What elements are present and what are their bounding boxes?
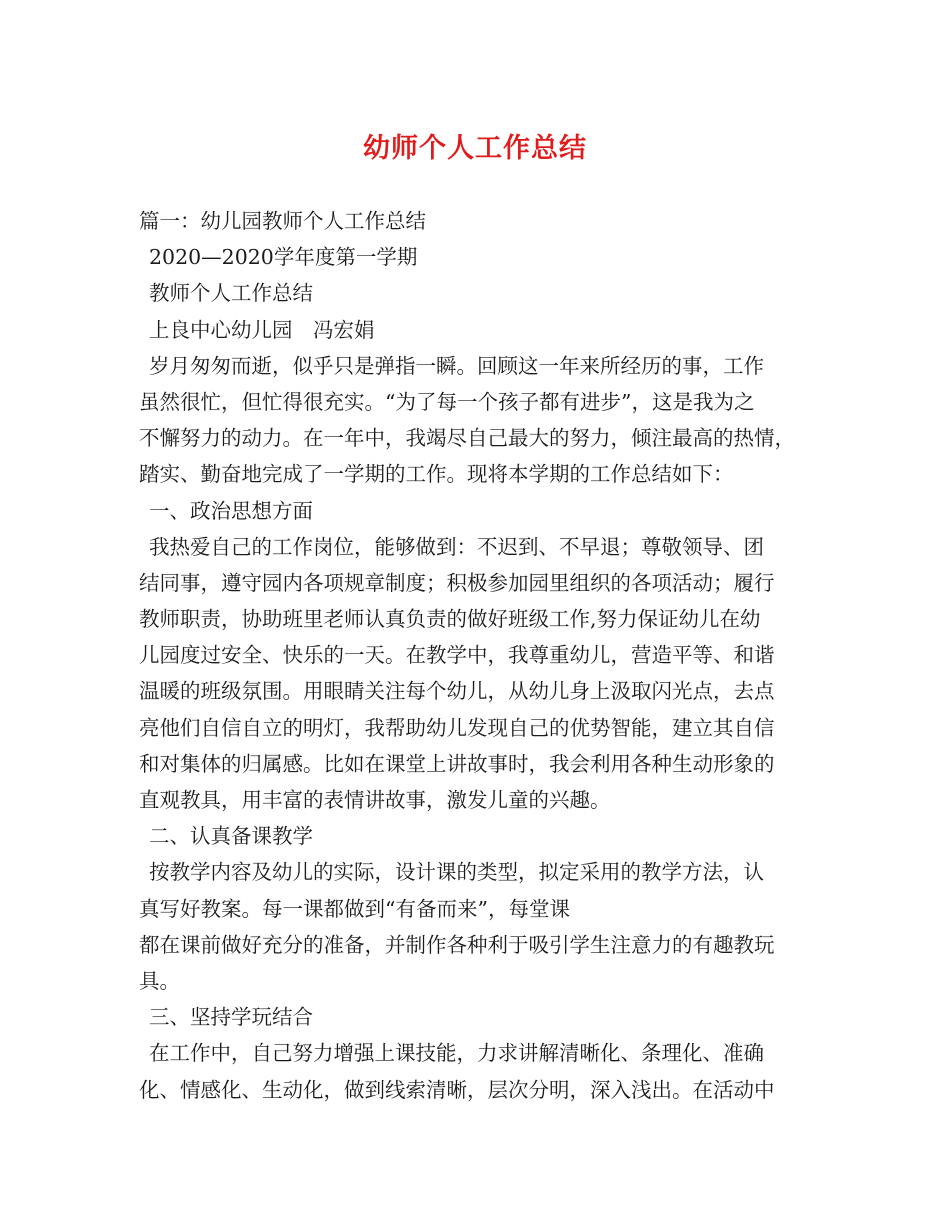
text-line: 不懈努力的动力。在一年中，我竭尽自己最大的努力，倾注最高的热情， <box>139 426 795 451</box>
text-line: 我热爱自己的工作岗位，能够做到：不迟到、不早退；尊敬领导、团 <box>149 534 764 559</box>
text-line: 真写好教案。每一课都做到“有备而来”，每堂课 <box>139 896 570 921</box>
text-line: 2020—2020学年度第一学期 <box>149 245 418 270</box>
text-line: 直观教具，用丰富的表情讲故事，激发儿童的兴趣。 <box>139 788 611 812</box>
text-line: 结同事，遵守园内各项规章制度；积极参加园里组织的各项活动；履行 <box>139 570 775 595</box>
text-line: 篇一：幼儿园教师个人工作总结 <box>139 209 426 233</box>
text-line: 和对集体的归属感。比如在课堂上讲故事时，我会利用各种生动形象的 <box>139 751 775 776</box>
text-line: 二、认真备课教学 <box>149 824 313 849</box>
text-line: 踏实、勤奋地完成了一学期的工作。现将本学期的工作总结如下： <box>139 462 734 487</box>
text-line: 按教学内容及幼儿的实际，设计课的类型，拟定采用的教学方法，认 <box>149 860 764 885</box>
text-line: 教师职责，协助班里老师认真负责的做好班级工作,努力保证幼儿在幼 <box>139 607 761 632</box>
text-line: 儿园度过安全、快乐的一天。在教学中，我尊重幼儿，营造平等、和谐 <box>139 643 775 668</box>
text-line: 具。 <box>139 968 180 993</box>
text-line: 温暖的班级氛围。用眼睛关注每个幼儿，从幼儿身上汲取闪光点，去点 <box>139 679 775 704</box>
text-line: 虽然很忙，但忙得很充实。“为了每一个孩子都有进步”，这是我为之 <box>139 389 755 414</box>
text-line: 岁月匆匆而逝，似乎只是弹指一瞬。回顾这一年来所经历的事，工作 <box>149 353 764 378</box>
text-line: 在工作中，自己努力增强上课技能，力求讲解清晰化、条理化、准确 <box>149 1041 764 1066</box>
text-line: 教师个人工作总结 <box>149 281 313 306</box>
document-body <box>139 203 819 1108</box>
text-line: 亮他们自信自立的明灯，我帮助幼儿发现自己的优势智能，建立其自信 <box>139 715 775 740</box>
text-line: 化、情感化、生动化，做到线索清晰，层次分明，深入浅出。在活动中 <box>139 1077 775 1102</box>
text-line: 都在课前做好充分的准备，并制作各种利于吸引学生注意力的有趣教玩 <box>139 932 775 957</box>
text-line: 三、坚持学玩结合 <box>149 1005 313 1030</box>
document-title: 幼师个人工作总结 <box>363 133 587 164</box>
text-line: 一、政治思想方面 <box>149 498 313 523</box>
text-line: 上良中心幼儿园 冯宏娟 <box>149 317 375 342</box>
